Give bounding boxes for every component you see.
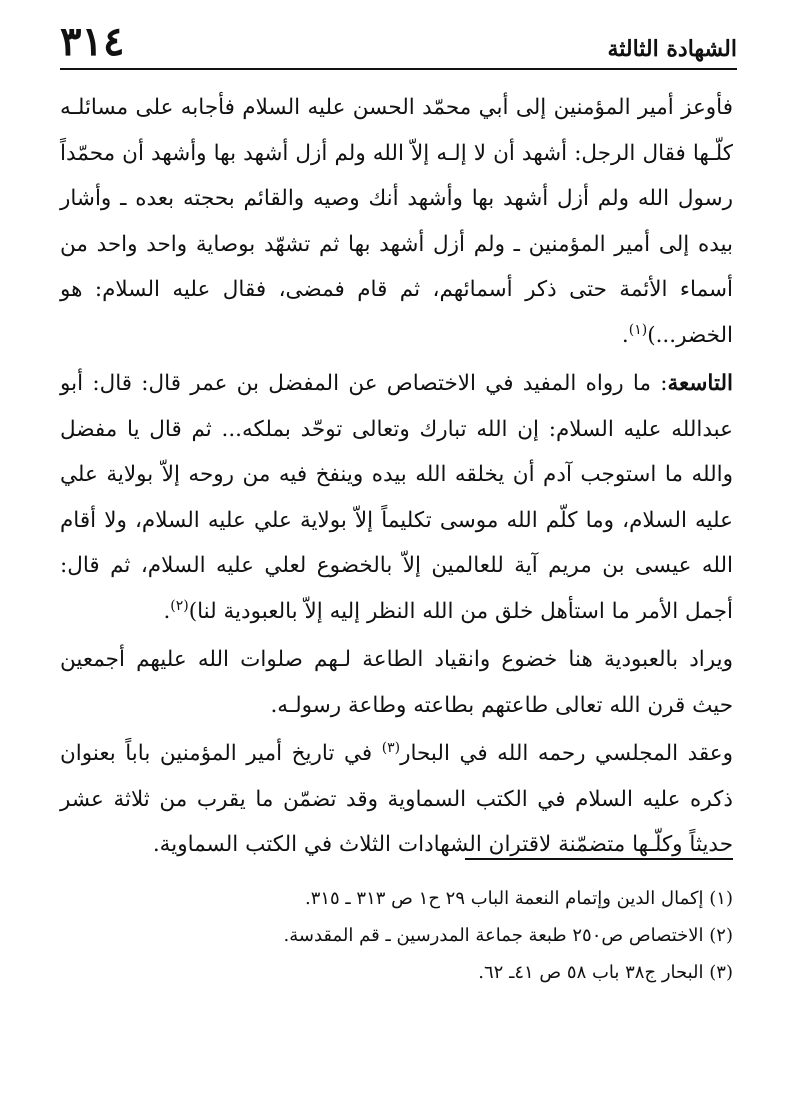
paragraph-2-text: : ما رواه المفيد في الاختصاص عن المفضل بن عمر قال: قال: أبو عبدالله عليه السلام: إن الله تبارك وتعالى توحّد بملكه... ثم قال يا مفضل والله ما استوجب آدم أن يخلقه الله بيده وينفخ فيه من روحه إلاّ بولاية علي عليه السلام، وما كلّم الله موسى تكليماً إلاّ بولاية علي عليه السلام، ولا أقام الله عيسى بن مريم آية للعالمين إلاّ بالخضوع لعلي عليه السلام، ثم قال: أجمل الأمر ما استأهل خلق من الله النظر إليه إلاّ بالعبودية لنا) <box>60 371 733 624</box>
footnote-ref-2: (٢) <box>170 597 189 614</box>
footnote-ref-3: (٣) <box>381 739 401 756</box>
paragraph-1-text: فأوعز أمير المؤمنين إلى أبي محمّد الحسن عليه السلام فأجابه على مسائلـه كلّـها فقال الرجل: أشهد أن لا إلـه إلاّ الله ولم أزل أشهد بها وأشهد أن محمّداً رسول الله ولم أزل أشهد بها وأشهد أنك وصيه والقائم بحجته بعده ـ وأشار بيده إلى أمير المؤمنين ـ ولم أزل أشهد بها ثم تشهّد بوصاية واحد واحد من أسماء الأئمة حتى ذكر أسمائهم، ثم قام فمضى، فقال عليه السلام: هو الخضر...) <box>60 95 733 348</box>
page-number: ٣١٤ <box>60 18 125 65</box>
paragraph-3 <box>60 637 733 728</box>
paragraph-3-text: ويراد بالعبودية هنا خضوع وانقياد الطاعة لـهم صلوات الله عليهم أجمعين حيث قرن الله تعالى طاعتهم بطاعته وطاعة رسولـه. <box>60 647 733 718</box>
running-title: الشهادة الثالثة <box>607 36 737 62</box>
footnote-1: (١) إكمال الدين وإتمام النعمة الباب ٢٩ ح١ ص ٣١٣ ـ ٣١٥. <box>304 888 733 909</box>
footnote-3: (٣) البحار ج٣٨ باب ٥٨ ص ٤١ـ ٦٢. <box>478 962 733 983</box>
footnote-divider <box>465 858 733 860</box>
paragraph-4 <box>60 731 733 868</box>
paragraph-2: التاسعة: ما رواه المفيد في الاختصاص عن المفضل بن عمر قال: قال: أبو عبدالله عليه السلام: إن الله تبارك وتعالى توحّد بملكه... ثم قال يا مفضل والله ما استوجب آدم أن يخلقه الله بيده وينفخ فيه من روحه إلاّ بولاية علي عليه السلام، وما كلّم الله موسى تكليماً إلاّ بولاية علي عليه السلام، ولا أقام الله عيسى بن مريم آية للعالمين إلاّ بالخضوع لعلي عليه السلام، ثم قال: أجمل الأمر ما استأهل خلق من الله النظر إليه إلاّ بالعبودية لنا)$^{(٢)}$. <box>60 371 733 624</box>
paragraph-4-text-a: وعقد المجلسي رحمه الله في البحار <box>400 741 733 766</box>
paragraph-2-lead: التاسعة <box>667 371 733 396</box>
main-text <box>60 85 733 868</box>
footnote-ref-1: (١) <box>628 321 648 338</box>
page-header <box>60 18 737 70</box>
paragraph-4-text-b: في تاريخ أمير المؤمنين باباً بعنوان ذكره عليه السلام في الكتب السماوية وقد تضمّن ما يقرب من ثلاثة عشر حديثاً وكلّـها متضمّنة لاقتران الشهادات الثلاث في الكتب السماوية. <box>60 741 733 857</box>
paragraph-1: فأوعز أمير المؤمنين إلى أبي محمّد الحسن عليه السلام فأجابه على مسائلـه كلّـها فقال الرجل: أشهد أن لا إلـه إلاّ الله ولم أزل أشهد بها وأشهد أن محمّداً رسول الله ولم أزل أشهد بها وأشهد أنك وصيه والقائم بحجته بعده ـ وأشار بيده إلى أمير المؤمنين ـ ولم أزل أشهد بها ثم تشهّد بوصاية واحد واحد من أسماء الأئمة حتى ذكر أسمائهم، ثم قام فمضى، فقال عليه السلام: هو الخضر...)$^{(١)}$. <box>60 95 733 348</box>
footnotes <box>60 880 733 991</box>
footnote-2: (٢) الاختصاص ص٢٥٠ طبعة جماعة المدرسين ـ قم المقدسة. <box>283 925 733 946</box>
